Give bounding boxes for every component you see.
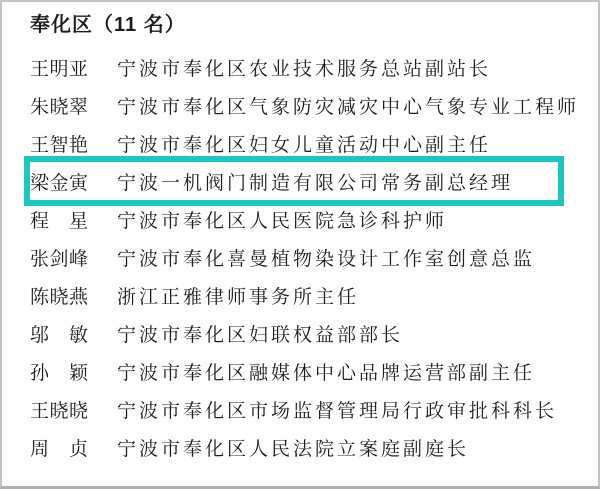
person-name: 陈晓燕: [30, 286, 88, 308]
person-title: 宁波市奉化区农业技术服务总站副站长: [117, 58, 492, 80]
roster-list: [30, 48, 578, 466]
list-item: [30, 48, 578, 86]
person-title: 宁波市奉化区人民法院立案庭副庭长: [117, 438, 470, 460]
section-title: 奉化区（11 名）: [30, 14, 186, 36]
list-item: [30, 238, 578, 276]
roster-section: [2, 2, 598, 466]
list-item: [30, 124, 578, 162]
person-title: 宁波市奉化区市场监督管理局行政审批科科长: [117, 400, 558, 422]
person-name: 周贞: [30, 438, 88, 460]
person-name: 王晓晓: [30, 400, 88, 422]
person-title: 宁波市奉化区妇女儿童活动中心副主任: [117, 134, 492, 156]
list-item: [30, 428, 578, 466]
person-title: 宁波市奉化区气象防灾减灾中心气象专业工程师: [117, 96, 580, 118]
person-name: 朱晓翠: [30, 96, 88, 118]
person-name: 王明亚: [30, 58, 88, 80]
person-name: 梁金寅: [30, 172, 88, 194]
person-title: 宁波一机阀门制造有限公司常务副总经理: [117, 172, 514, 194]
person-name: 程星: [30, 210, 88, 232]
person-name: 邬敏: [30, 324, 88, 346]
list-item: [30, 314, 578, 352]
list-item: [30, 352, 578, 390]
person-name: 孙颖: [30, 362, 88, 384]
person-title: 宁波市奉化区妇联权益部部长: [117, 324, 404, 346]
person-title: 浙江正雅律师事务所主任: [117, 286, 360, 308]
person-title: 宁波市奉化区人民医院急诊科护师: [117, 210, 448, 232]
person-title: 宁波市奉化区融媒体中心品牌运营部副主任: [117, 362, 536, 384]
person-title: 宁波市奉化喜曼植物染设计工作室创意总监: [117, 248, 536, 270]
list-item: [30, 200, 578, 238]
list-item: [30, 276, 578, 314]
person-name: 张剑峰: [30, 248, 88, 270]
list-item: [30, 86, 578, 124]
list-item: [30, 162, 578, 200]
list-item: [30, 390, 578, 428]
person-name: 王智艳: [30, 134, 88, 156]
